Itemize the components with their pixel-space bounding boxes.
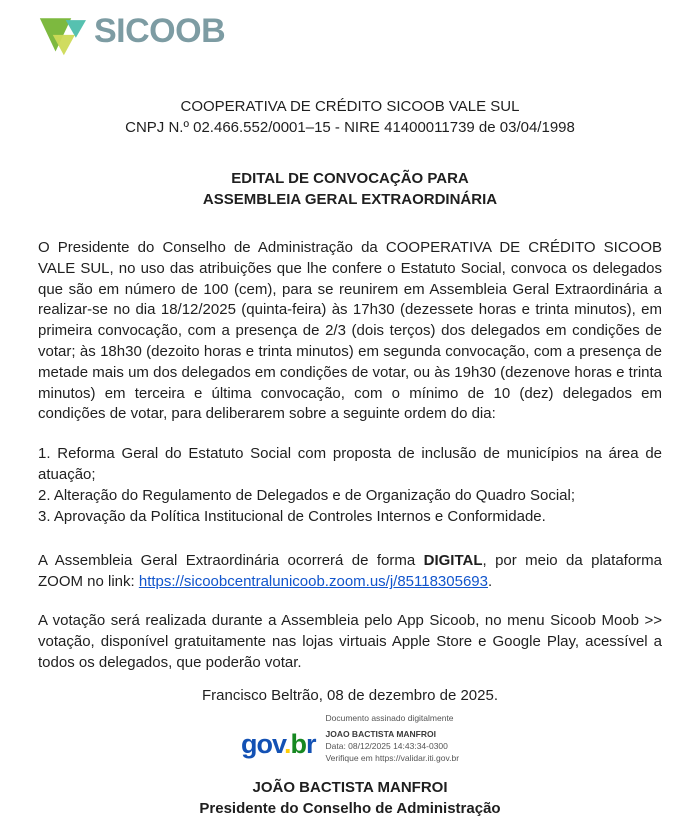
org-cnpj-nire: CNPJ N.º 02.466.552/0001–15 - NIRE 41400011739 de 03/04/1998 <box>125 119 575 136</box>
city-date-line: Francisco Beltrão, 08 de dezembro de 2025. <box>201 687 498 705</box>
govbr-logo-b: b <box>290 728 306 759</box>
agenda-item-2: 2. Alteração do Regulamento de Delegados e de Organização do Quadro Social; <box>38 486 576 504</box>
digital-text-after: . <box>487 573 493 591</box>
govbr-signature-stamp <box>241 712 459 764</box>
govbr-logo <box>241 719 316 758</box>
agenda-item-1: 1. Reforma Geral do Estatuto Social com proposta de inclusão de municípios na área de atuação; <box>38 445 662 483</box>
stamp-label: Documento assinado digitalmente <box>325 713 454 724</box>
title-line-1: EDITAL DE CONVOCAÇÃO PARA <box>231 170 469 187</box>
signer-name: JOÃO BACTISTA MANFROI <box>252 779 448 797</box>
stamp-date: Data: 08/12/2025 14:43:34-0300 <box>325 741 448 752</box>
govbr-logo-gov: gov <box>240 728 284 759</box>
voting-paragraph: A votação será realizada durante a Assembleia pelo App Sicoob, no menu Sicoob Moob >> votação, disponível gratuitamente nas lojas virtuais Apple Store e Google Play, acessível a todos os delegados, que poderão votar. <box>38 611 662 671</box>
title-line-2: ASSEMBLEIA GERAL EXTRAORDINÁRIA <box>202 191 498 208</box>
stamp-text-block <box>325 712 459 764</box>
convocation-paragraph: O Presidente do Conselho de Administração da COOPERATIVA DE CRÉDITO SICOOB VALE SUL, no uso das atribuições que lhe confere o Estatuto Social, convoca os delegados que são em número de 100 (cem), para se reunirem em Assembleia Geral Extraordinária a realizar-se no dia 18/12/2025 (quinta-feira) às 17h30 (dezessete horas e trinta minutos), em primeira convocação, com a presença de 2/3 (dois terços) dos delegados em condições de votar; às 18h30 (dezoito horas e trinta minutos) em segunda convocação, com a presença de metade mais um dos delegados em condições de votar, ou às 19h30 (dezenove horas e trinta minutos) em terceira e última convocação, com o mínimo de 10 (dez) delegados em condições de votar, para deliberarem sobre a seguinte ordem do dia: <box>38 239 662 423</box>
document-title <box>38 168 662 210</box>
agenda-item-3: 3. Aprovação da Política Institucional de Controles Internos e Conformidade. <box>38 507 546 525</box>
digital-text-before: A Assembleia Geral Extraordinária ocorrerá de forma <box>38 552 424 570</box>
govbr-logo-r: r <box>305 728 316 759</box>
digital-text-middle: , por meio da plataforma ZOOM no link: <box>38 552 662 591</box>
digital-platform-paragraph <box>38 551 662 593</box>
govbr-logo-dot: . <box>283 728 291 759</box>
agenda-list <box>38 444 662 527</box>
stamp-verify-url: Verifique em https://validar.iti.gov.br <box>325 753 460 764</box>
signature-block <box>38 777 662 819</box>
org-header <box>38 96 662 138</box>
signer-role: Presidente do Conselho de Administração <box>199 800 501 818</box>
org-name: COOPERATIVA DE CRÉDITO SICOOB VALE SUL <box>180 98 520 115</box>
zoom-meeting-link[interactable]: https://sicoobcentralunicoob.zoom.us/j/85118305693 <box>138 573 488 591</box>
sicoob-logo <box>38 8 662 60</box>
sicoob-triangle-icon <box>38 10 86 58</box>
stamp-signer-name: JOAO BACTISTA MANFROI <box>325 729 436 740</box>
sicoob-wordmark: SICOOB <box>94 12 226 50</box>
digital-emphasis: DIGITAL <box>423 552 483 570</box>
